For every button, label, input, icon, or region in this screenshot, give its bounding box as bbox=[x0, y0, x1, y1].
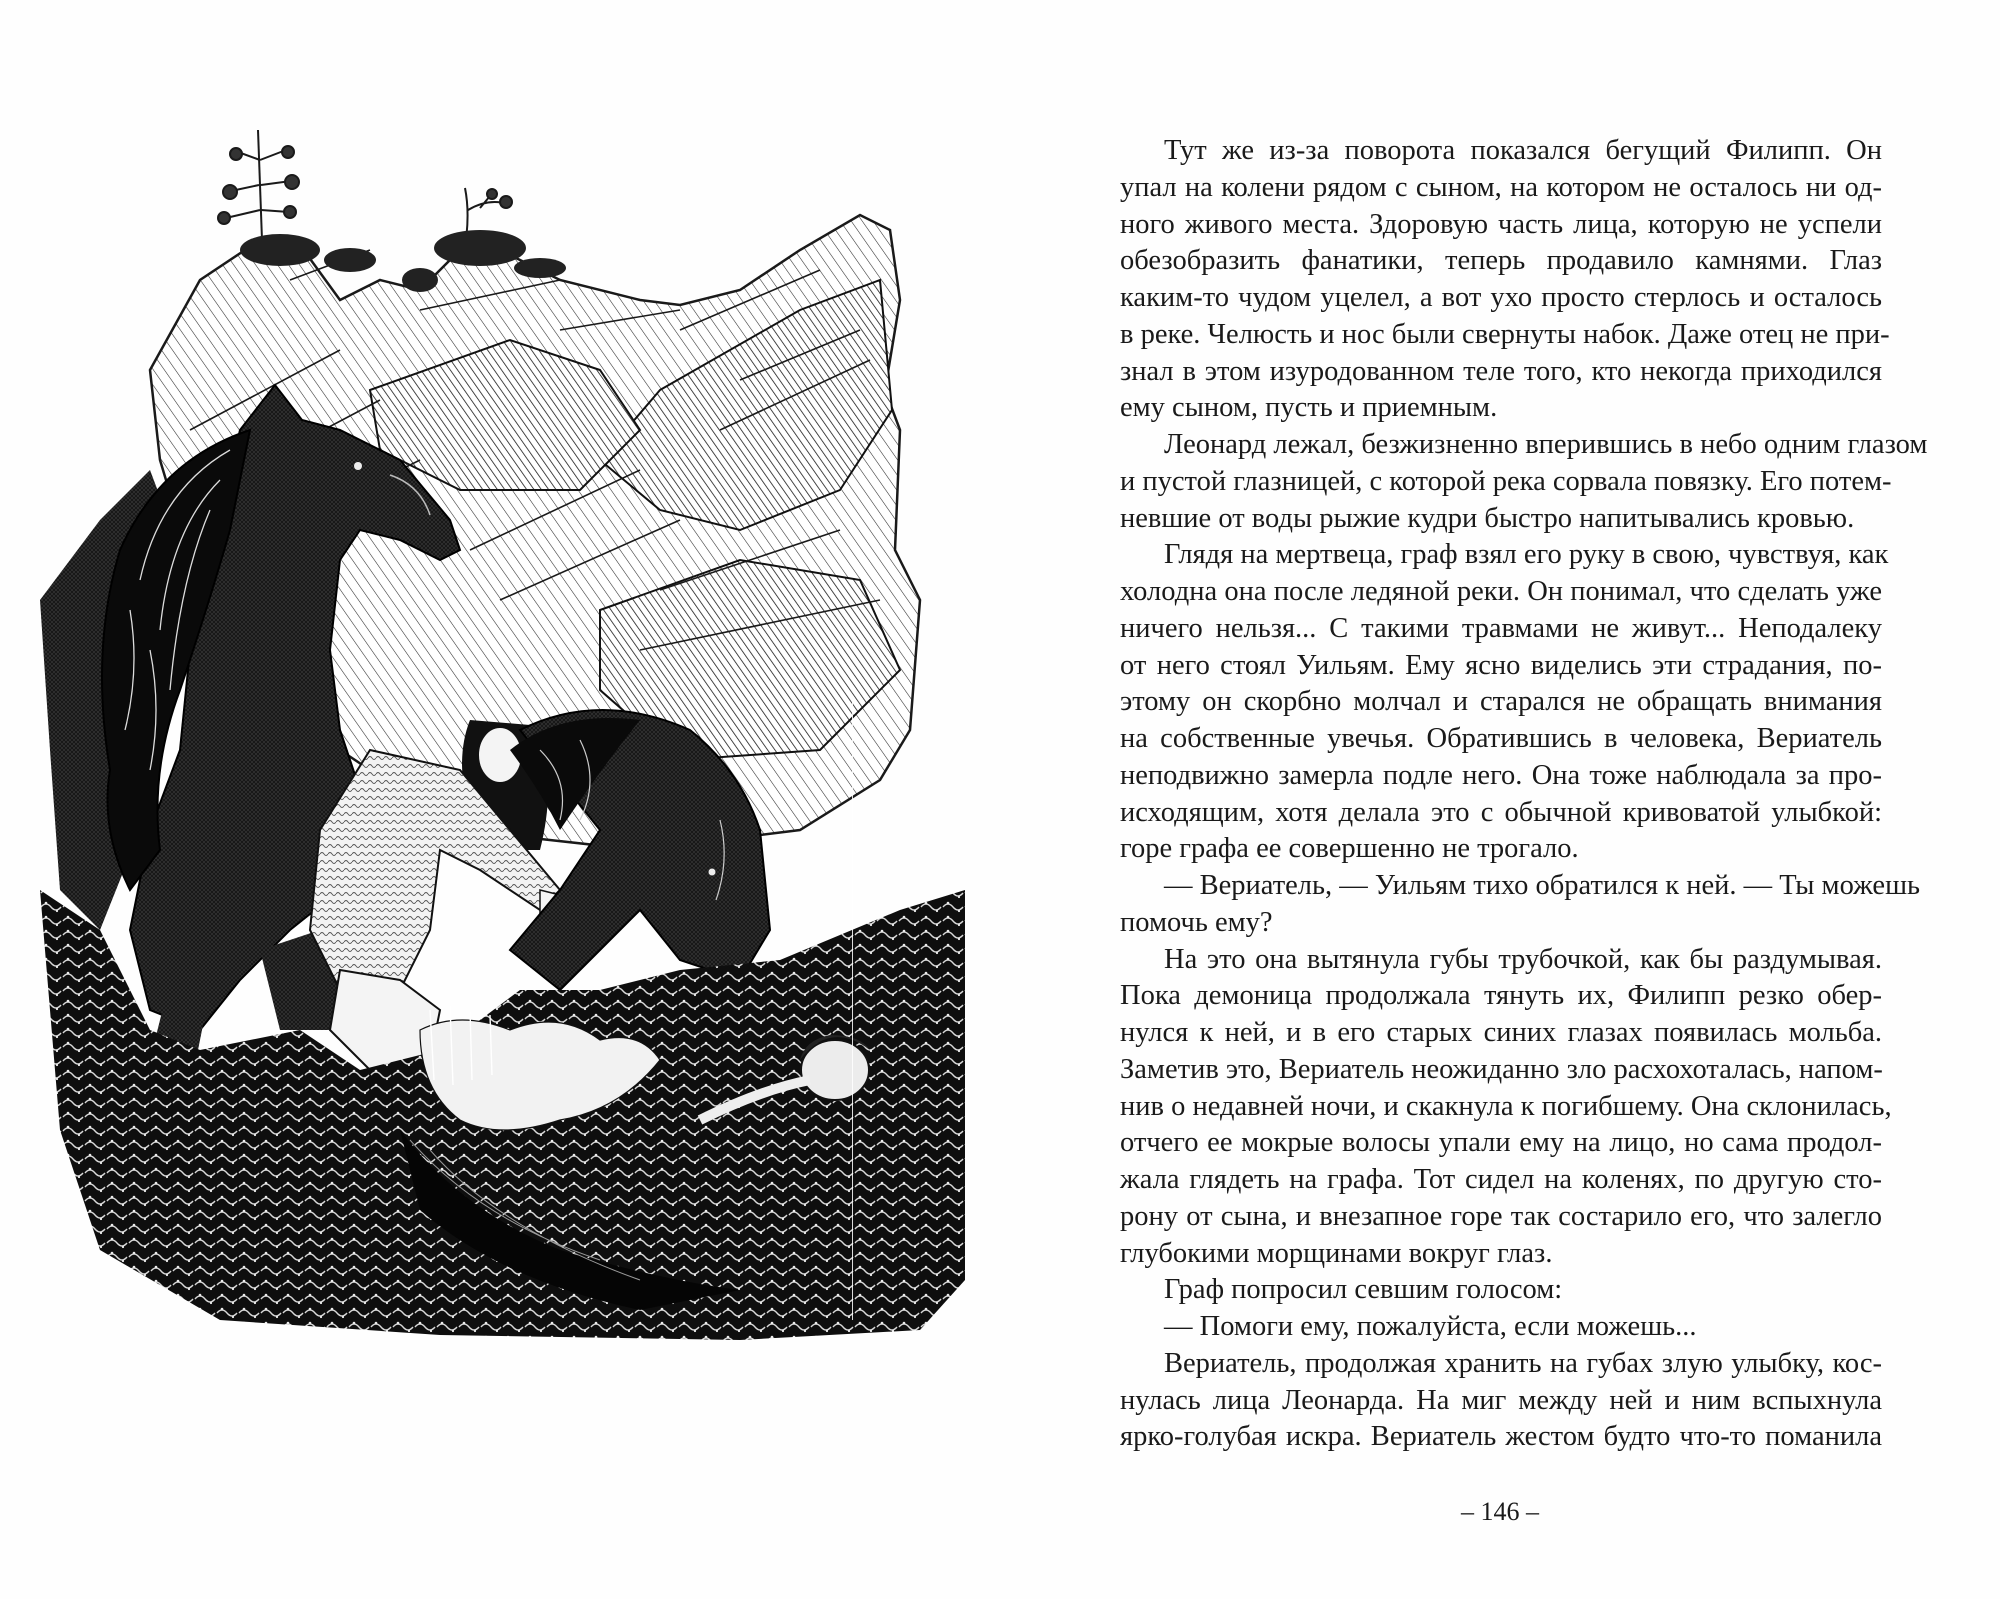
text-line: Вериатель, продолжая хранить на губах злую улыбку, кос- bbox=[1164, 1347, 1882, 1379]
text-line: обезобразить фанатики, теперь продавило камнями. Глаз bbox=[1120, 245, 1882, 277]
pine-tree-left bbox=[218, 130, 299, 240]
text-line: и пустой глазницей, с которой река сорвала повязку. Его потем- bbox=[1120, 465, 1892, 497]
text-line: невшие от воды рыжие кудри быстро напитывались кровью. bbox=[1120, 502, 1855, 534]
text-line: Заметив это, Вериатель неожиданно зло расхохоталась, напом- bbox=[1120, 1053, 1883, 1085]
text-line: нулся к ней, и в его старых синих глазах появилась мольба. bbox=[1120, 1017, 1882, 1048]
text-line: ярко-голубая искра. Вериатель жестом будто что-то поманила bbox=[1120, 1421, 1882, 1453]
text-line: Граф попросил севшим голосом: bbox=[1164, 1274, 1563, 1306]
text-line: глубокими морщинами вокруг глаз. bbox=[1120, 1237, 1553, 1269]
text-line: в реке. Челюсть и нос были свернуты набок. Даже отец не при- bbox=[1120, 318, 1890, 350]
page-gutter-line bbox=[852, 700, 853, 1320]
text-line: упал на колени рядом с сыном, на котором не осталось ни од- bbox=[1120, 171, 1882, 203]
page-number: – 146 – bbox=[1461, 1497, 1539, 1526]
text-line: На это она вытянула губы трубочкой, как бы раздумывая. bbox=[1164, 943, 1882, 975]
text-line: жала глядеть на графа. Тот сидел на коленях, по другую сто- bbox=[1120, 1164, 1882, 1195]
text-line: от него стоял Уильям. Ему ясно виделись эти страдания, по- bbox=[1120, 649, 1882, 681]
text-line: этому он скорбно молчал и старался не обращать внимания bbox=[1120, 686, 1882, 718]
text-line: рону от сына, и внезапное горе так состарило его, что залегло bbox=[1120, 1200, 1882, 1232]
text-line: холодна она после ледяной реки. Он понимал, что сделать уже bbox=[1120, 576, 1882, 607]
text-line: — Помоги ему, пожалуйста, если можешь... bbox=[1164, 1311, 1697, 1342]
text-line: каким-то чудом уцелел, а вот ухо просто стерлось и осталось bbox=[1120, 282, 1882, 313]
body-text bbox=[1120, 133, 1928, 1456]
text-line: знал в этом изуродованном теле того, кто некогда приходился bbox=[1120, 355, 1882, 387]
text-line: Пока демоница продолжала тянуть их, Филипп резко обер- bbox=[1120, 980, 1882, 1012]
text-line: Леонард лежал, безжизненно вперившись в небо одним глазом bbox=[1164, 429, 1928, 460]
text-line: нив о недавней ночи, и скакнула к погибшему. Она склонилась, bbox=[1120, 1090, 1892, 1122]
text-line: ему сыном, пусть и приемным. bbox=[1120, 392, 1498, 424]
illustration bbox=[40, 130, 970, 1340]
text-line: ного живого места. Здоровую часть лица, которую не успели bbox=[1120, 208, 1882, 240]
text-line: Тут же из-за поворота показался бегущий Филипп. Он bbox=[1164, 135, 1882, 166]
text-line: нулась лица Леонарда. На миг между ней и ним вспыхнула bbox=[1120, 1384, 1882, 1416]
text-line: помочь ему? bbox=[1120, 906, 1273, 938]
text-line: неподвижно замерла подле него. Она тоже наблюдала за про- bbox=[1120, 759, 1882, 791]
text-line: горе графа ее совершенно не трогало. bbox=[1120, 833, 1579, 865]
text-line: исходящим, хотя делала это с обычной кривоватой улыбкой: bbox=[1120, 796, 1882, 828]
text-line: Глядя на мертвеца, граф взял его руку в свою, чувствуя, как bbox=[1164, 539, 1889, 571]
text-line: ничего нельзя... С такими травмами не живут... Неподалеку bbox=[1120, 612, 1882, 644]
text-line: — Вериатель, — Уильям тихо обратился к ней. — Ты можешь bbox=[1164, 870, 1921, 901]
text-line: отчего ее мокрые волосы упали ему на лицо, но сама продол- bbox=[1120, 1127, 1882, 1159]
ink-drawing bbox=[40, 130, 970, 1340]
text-line: на собственные увечья. Обратившись в человека, Вериатель bbox=[1120, 723, 1882, 754]
